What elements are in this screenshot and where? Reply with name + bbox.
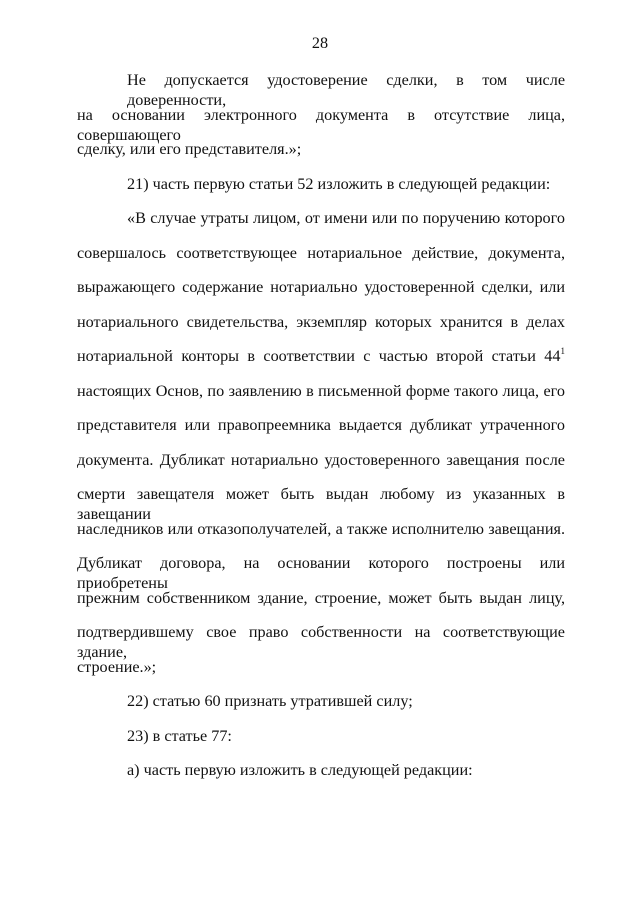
superscript: 1: [560, 346, 565, 356]
text-line: [77, 622, 565, 661]
text-line: [77, 588, 565, 608]
text-line: [77, 312, 565, 332]
text-line-content: смерти завещателя может быть выдан любому из указанных в завещании: [77, 485, 565, 523]
text-line: [77, 346, 565, 366]
text-line: [77, 415, 565, 435]
text-line-content: строение.»;: [77, 657, 157, 676]
text-line: [77, 484, 565, 523]
text-line: [77, 105, 565, 144]
text-line-content: подтвердившему свое право собственности на соответствующие здание,: [77, 623, 565, 661]
text-line-content: документа. Дубликат нотариально удостоверенного завещания после: [77, 450, 565, 469]
text-line-content: 23) в статье 77:: [127, 726, 232, 745]
page-number: 28: [311, 34, 329, 52]
text-line: [77, 381, 565, 401]
text-line-content: сделку, или его представителя.»;: [77, 140, 302, 158]
text-line: [127, 726, 565, 746]
text-line-content: выражающего содержание нотариально удостоверенной сделки, или: [77, 278, 565, 296]
text-line: [77, 519, 565, 539]
text-line-content: на основании электронного документа в отсутствие лица, совершающего: [77, 105, 565, 144]
text-line-content: нотариальной конторы в соответствии с частью второй статьи 44: [77, 347, 561, 365]
text-line-content: нотариального свидетельства, экземпляр которых хранится в делах: [77, 312, 565, 331]
text-line-content: Дубликат договора, на основании которого построены или приобретены: [77, 554, 565, 592]
text-line: [127, 208, 565, 228]
text-line: [127, 760, 565, 780]
text-line: [77, 277, 565, 297]
text-line-content: Не допускается удостоверение сделки, в том числе доверенности,: [127, 71, 565, 109]
text-line-content: «В случае утраты лицом, от имени или по поручению которого: [127, 209, 565, 227]
text-line: [127, 70, 565, 109]
text-line: [127, 691, 565, 711]
text-line-content: настоящих Основ, по заявлению в письменной форме такого лица, его: [77, 381, 565, 400]
text-line: [77, 657, 565, 677]
text-line-content: наследников или отказополучателей, а также исполнителю завещания.: [77, 519, 565, 538]
text-line-content: прежним собственником здание, строение, может быть выдан лицу,: [77, 588, 565, 607]
text-line-content: совершалось соответствующее нотариальное действие, документа,: [77, 243, 565, 262]
text-line-content: 21) часть первую статьи 52 изложить в следующей редакции:: [127, 174, 551, 193]
text-line-content: 22) статью 60 признать утратившей силу;: [127, 692, 413, 710]
text-line: [77, 553, 565, 592]
text-line: [127, 174, 565, 194]
text-line: [77, 243, 565, 263]
text-line: [77, 450, 565, 470]
text-line: [77, 139, 565, 159]
text-line-content: представителя или правопреемника выдается дубликат утраченного: [77, 416, 565, 434]
text-line-content: а) часть первую изложить в следующей редакции:: [127, 761, 473, 779]
